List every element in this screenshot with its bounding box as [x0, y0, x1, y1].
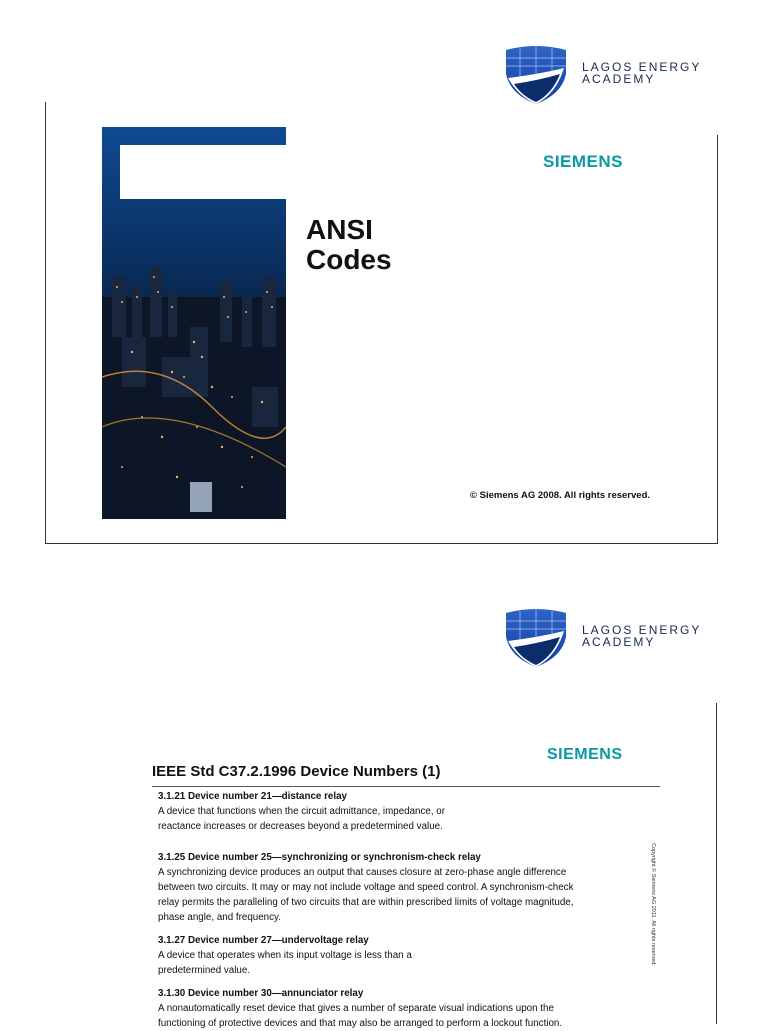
entry-heading: 3.1.30 Device number 30—annunciator relay	[158, 988, 364, 999]
slide1-right-border	[717, 135, 718, 544]
lagos-energy-academy-logo	[500, 44, 730, 114]
entry-text: relay permits the paralleling of two circuits that are within prescribed limits of voltage magnitude,	[158, 897, 574, 908]
logo-text-line1: LAGOS ENERGY	[582, 623, 702, 637]
title-line-1: ANSI	[306, 214, 373, 245]
entry-heading: 3.1.21 Device number 21—distance relay	[158, 791, 347, 802]
slide1-bottom-border	[45, 543, 718, 544]
entry-text: A device that operates when its input voltage is less than a	[158, 950, 412, 961]
siemens-logo: SIEMENS	[543, 152, 624, 171]
entry-text: A device that functions when the circuit admittance, impedance, or	[158, 806, 445, 817]
slide1-title	[306, 215, 392, 275]
entry-heading: 3.1.27 Device number 27—undervoltage relay	[158, 935, 369, 946]
logo-text-line1: LAGOS ENERGY	[582, 60, 702, 74]
slide2-title: IEEE Std C37.2.1996 Device Numbers (1)	[152, 763, 441, 780]
vertical-copyright-note	[644, 843, 658, 973]
city-night-photo	[102, 127, 286, 519]
slide1-copyright: © Siemens AG 2008. All rights reserved.	[470, 490, 651, 501]
title-divider	[152, 786, 660, 787]
lagos-energy-academy-logo-2	[500, 607, 730, 677]
slide1-left-border	[45, 102, 46, 544]
device-entry-21	[158, 789, 643, 834]
slide2-right-border	[716, 703, 717, 1024]
shield-icon	[500, 607, 572, 669]
logo-text-line2: ACADEMY	[582, 635, 656, 649]
device-entry-25	[158, 850, 643, 925]
entry-text: functioning of protective devices and that may also be arranged to perform a lockout function.	[158, 1018, 563, 1029]
entry-text: A synchronizing device produces an output that causes closure at zero-phase angle difference	[158, 867, 567, 878]
entry-text: phase angle, and frequency.	[158, 912, 281, 923]
siemens-logo-2: SIEMENS	[547, 746, 623, 763]
device-entry-30	[158, 986, 643, 1031]
entry-text: predetermined value.	[158, 965, 251, 976]
vertical-copyright-text: Copyright © Siemens AG 2011. All rights reserved.	[650, 843, 656, 966]
entry-text: A nonautomatically reset device that gives a number of separate visual indications upon the	[158, 1003, 554, 1014]
shield-icon	[500, 44, 572, 106]
entry-text: between two circuits. It may or may not include voltage and speed control. A synchronism-check	[158, 882, 574, 893]
device-entry-27	[158, 933, 643, 978]
entry-text: reactance increases or decreases beyond a predetermined value.	[158, 821, 443, 832]
entry-heading: 3.1.25 Device number 25—synchronizing or synchronism-check relay	[158, 852, 481, 863]
logo-text-line2: ACADEMY	[582, 72, 656, 86]
title-line-2: Codes	[306, 244, 392, 275]
